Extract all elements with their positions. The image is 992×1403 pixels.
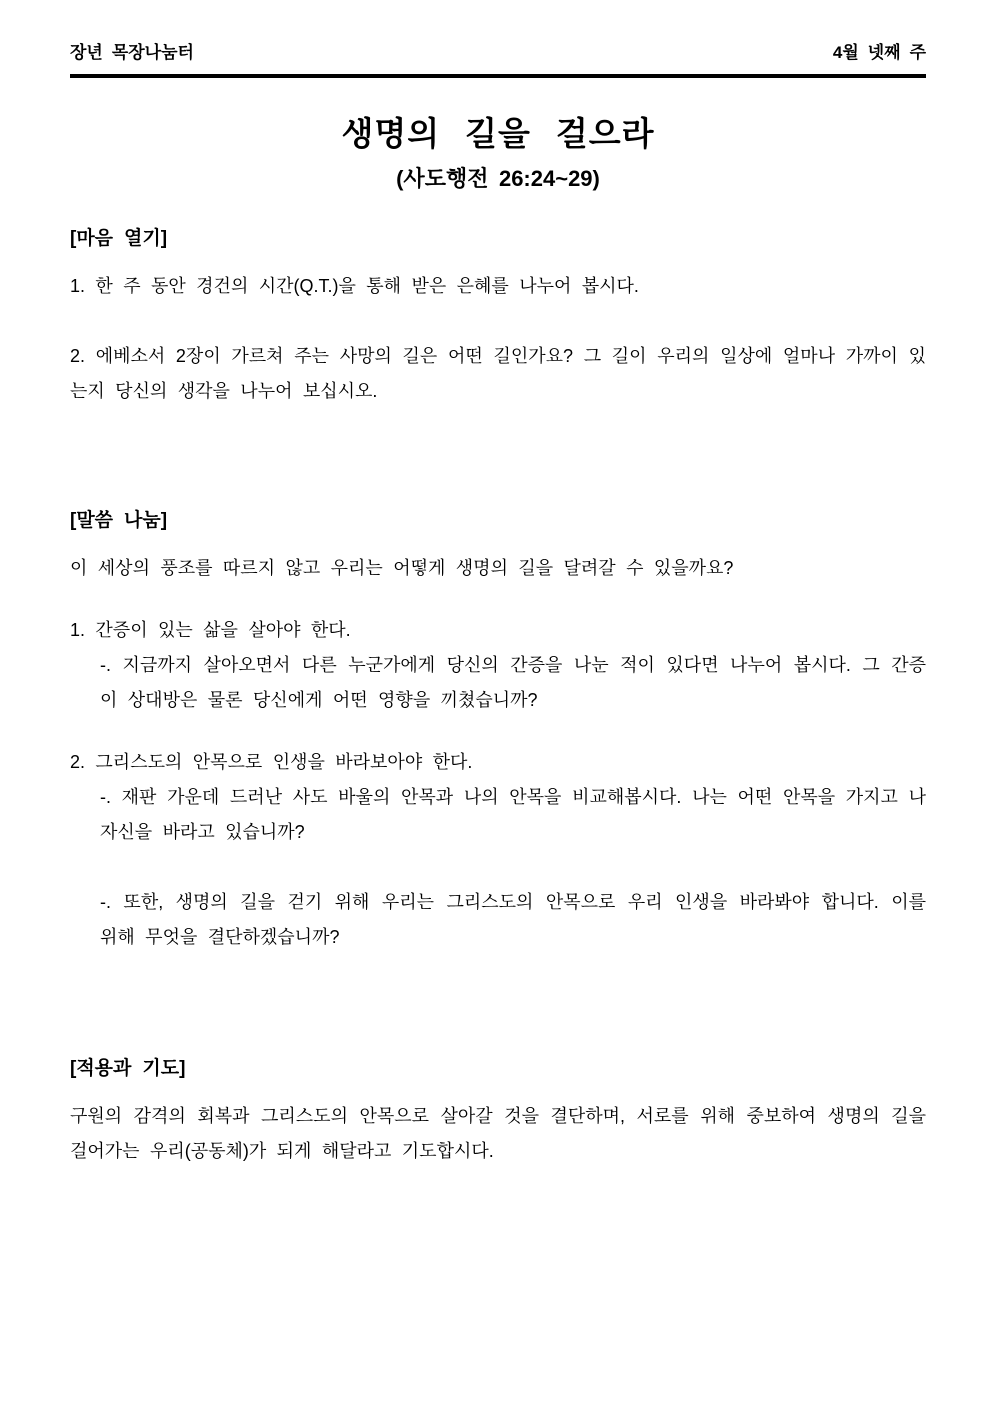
discussion-point-1-sub-question: -. 지금까지 살아오면서 다른 누군가에게 당신의 간증을 나눈 적이 있다면 나누어 봅시다. 그 간증이 상대방은 물론 당신에게 어떤 영향을 끼쳤습니까? xyxy=(100,655,926,710)
discussion-point-2 xyxy=(70,745,926,955)
section-heading-application-prayer: [적용과 기도] xyxy=(70,1058,186,1079)
heart-opening-question-1: 1. 한 주 동안 경건의 시간(Q.T.)을 통해 받은 은혜를 나누어 봅시다. xyxy=(70,276,639,296)
page-title: 생명의 길을 걸으라 xyxy=(341,115,655,152)
discussion-point-2-sub-question-1: -. 재판 가운데 드러난 사도 바울의 안목과 나의 안목을 비교해봅시다. 나는 어떤 안목을 가지고 나 자신을 바라고 있습니까? xyxy=(100,787,926,842)
header-week-label: 4월 넷째 주 xyxy=(832,43,926,62)
section-application-prayer xyxy=(70,1053,926,1169)
header-document-type: 장년 목장나눔터 xyxy=(70,43,194,62)
section-heading-heart-opening: [마음 열기] xyxy=(70,228,168,249)
discussion-point-1 xyxy=(70,613,926,718)
header-rule xyxy=(70,74,926,78)
scripture-reference: (사도행전 26:24~29) xyxy=(396,166,600,191)
section-heading-word-sharing: [말씀 나눔] xyxy=(70,510,168,531)
application-prayer-body: 구원의 감격의 회복과 그리스도의 안목으로 살아갈 것을 결단하며, 서로를 위해 중보하여 생명의 길을 걸어가는 우리(공동체)가 되게 해달라고 기도합시다. xyxy=(70,1106,926,1161)
heart-opening-question-2: 2. 에베소서 2장이 가르쳐 주는 사망의 길은 어떤 길인가요? 그 길이 우리의 일상에 얼마나 가까이 있는지 당신의 생각을 나누어 보십시오. xyxy=(70,346,926,401)
discussion-point-2-sub-question-2: -. 또한, 생명의 길을 걷기 위해 우리는 그리스도의 안목으로 우리 인생을 바라봐야 합니다. 이를 위해 무엇을 결단하겠습니까? xyxy=(100,892,926,947)
page-header xyxy=(70,38,926,63)
section-heart-opening xyxy=(70,223,926,409)
discussion-point-2-title: 2. 그리스도의 안목으로 인생을 바라보아야 한다. xyxy=(70,752,473,772)
section-word-sharing xyxy=(70,505,926,955)
word-sharing-intro-question: 이 세상의 풍조를 따르지 않고 우리는 어떻게 생명의 길을 달려갈 수 있을까요? xyxy=(70,558,734,578)
discussion-point-1-title: 1. 간증이 있는 삶을 살아야 한다. xyxy=(70,620,351,640)
